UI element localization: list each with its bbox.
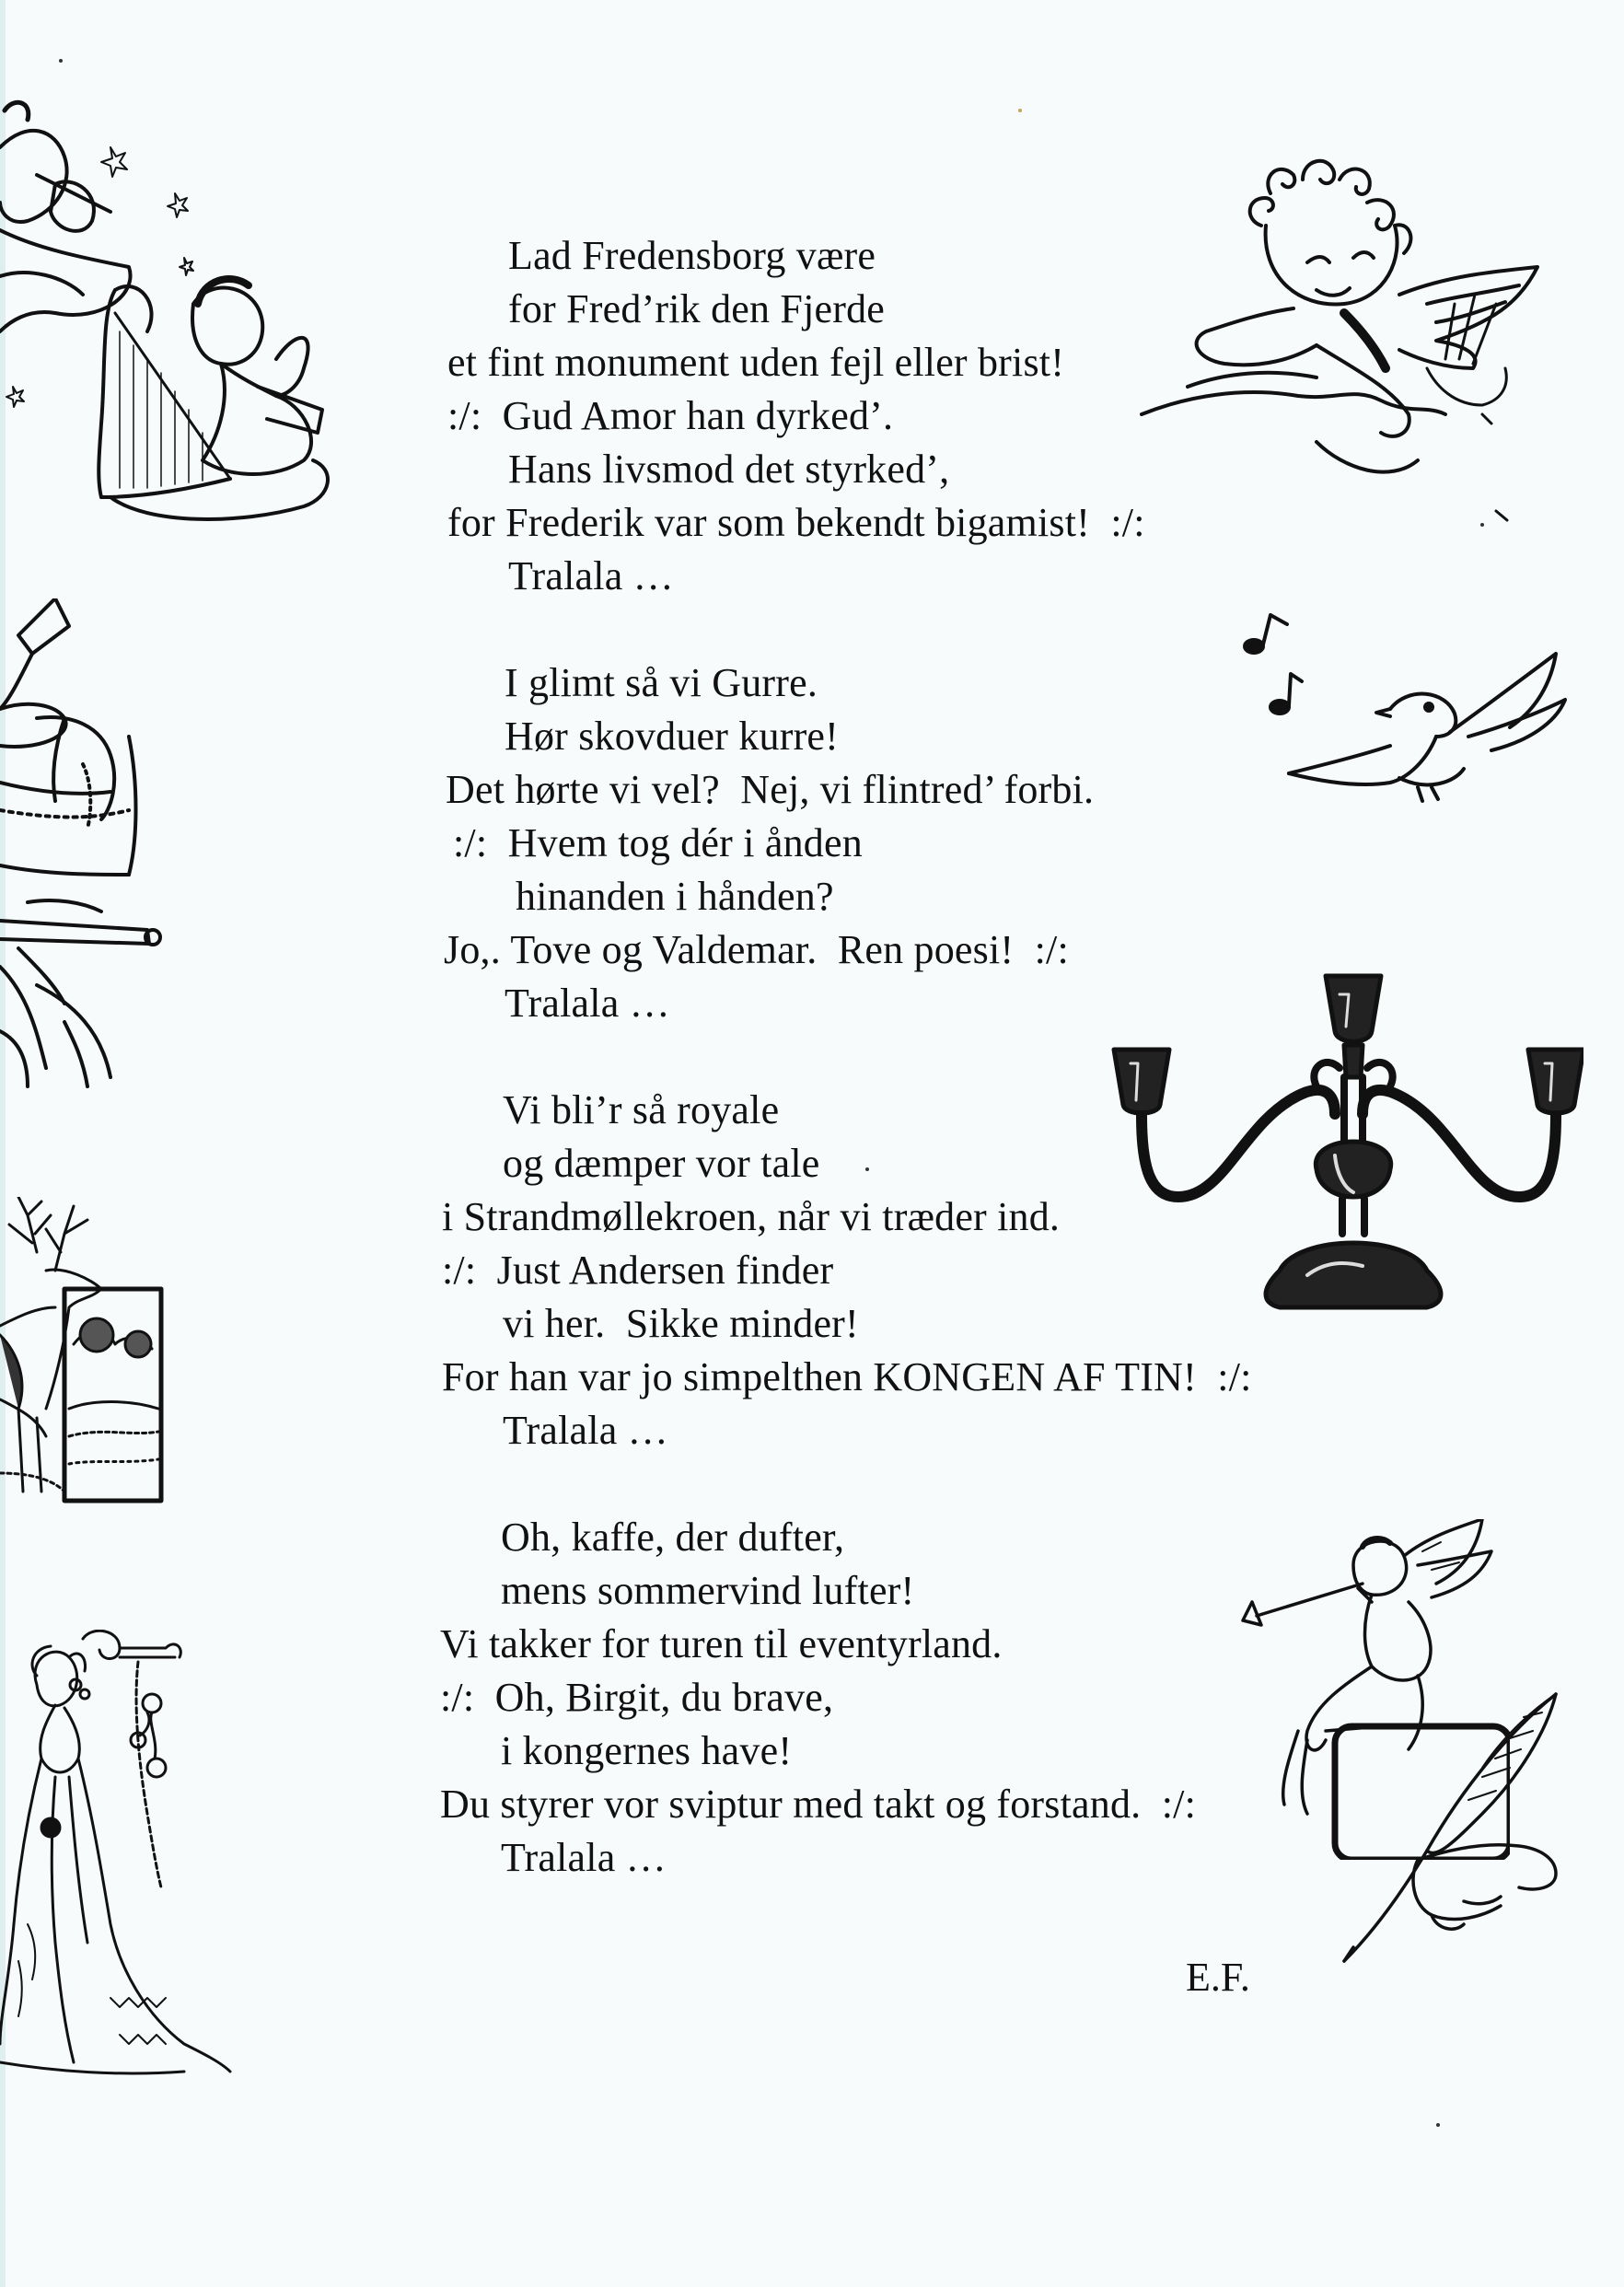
- poem-line: Jo,. Tove og Valdemar. Ren poesi! :/:: [444, 927, 1069, 972]
- trumpeter-icon: [0, 598, 221, 1096]
- poem-line: og dæmper vor tale: [503, 1141, 820, 1186]
- speck: [59, 59, 63, 63]
- poem-refrain: Tralala …: [501, 1835, 667, 1880]
- poem-line: Lad Fredensborg være: [508, 233, 876, 278]
- poem-line: Du styrer vor sviptur med takt og forstand. :/:: [440, 1782, 1197, 1827]
- poem-line: mens sommervind lufter!: [501, 1568, 915, 1613]
- poem-line: For han var jo simpelthen KONGEN AF TIN! :/:: [442, 1354, 1252, 1399]
- poem-line: Oh, kaffe, der dufter,: [501, 1515, 845, 1560]
- poem-refrain: Tralala …: [503, 1408, 668, 1453]
- poem-line: et fint monument uden fejl eller brist!: [447, 340, 1065, 385]
- lady-column-icon: [0, 1630, 239, 2090]
- poem-line: hinanden i hånden?: [516, 874, 834, 919]
- poem-line: for Frederik var som bekendt bigamist! :/:: [447, 500, 1145, 545]
- bird-music-icon: [1234, 598, 1583, 819]
- poem-line: i Strandmøllekroen, når vi træder ind.: [442, 1194, 1061, 1239]
- poem-refrain: Tralala …: [508, 553, 674, 598]
- poem-line: :/: Oh, Birgit, du brave,: [440, 1675, 834, 1720]
- poem-refrain: Tralala …: [505, 981, 670, 1026]
- candelabra-icon: [1096, 958, 1583, 1326]
- deer-icon: [0, 1197, 166, 1510]
- poem-line: I glimt så vi Gurre.: [505, 660, 818, 705]
- poem-line: Hans livsmod det styrked’,: [508, 447, 950, 492]
- signature: E.F.: [1186, 1955, 1250, 2000]
- poem-line: i kongernes have!: [501, 1728, 793, 1773]
- poem-line: :/: Just Andersen finder: [442, 1248, 834, 1293]
- speck: [1018, 109, 1022, 112]
- poem-line: Det hørte vi vel? Nej, vi flintred’ forbi.: [446, 767, 1095, 812]
- poem-line: vi her. Sikke minder!: [503, 1301, 859, 1346]
- speck: [1480, 523, 1484, 527]
- poem-line: Vi takker for turen til eventyrland.: [440, 1621, 1003, 1666]
- quill-hand-icon: [1326, 1676, 1565, 1970]
- angel-musicians-icon: [0, 92, 341, 534]
- poem-line: for Fred’rik den Fjerde: [508, 286, 886, 331]
- speck: [1436, 2123, 1440, 2127]
- poem-line: :/: Hvem tog dér i ånden: [453, 820, 863, 865]
- speck: [865, 1167, 869, 1171]
- poem-line: Hør skovduer kurre!: [505, 714, 840, 759]
- poem-line: :/: Gud Amor han dyrked’.: [447, 393, 894, 438]
- cherub-icon: [1132, 138, 1547, 534]
- poem-line: Vi bli’r så royale: [503, 1087, 780, 1132]
